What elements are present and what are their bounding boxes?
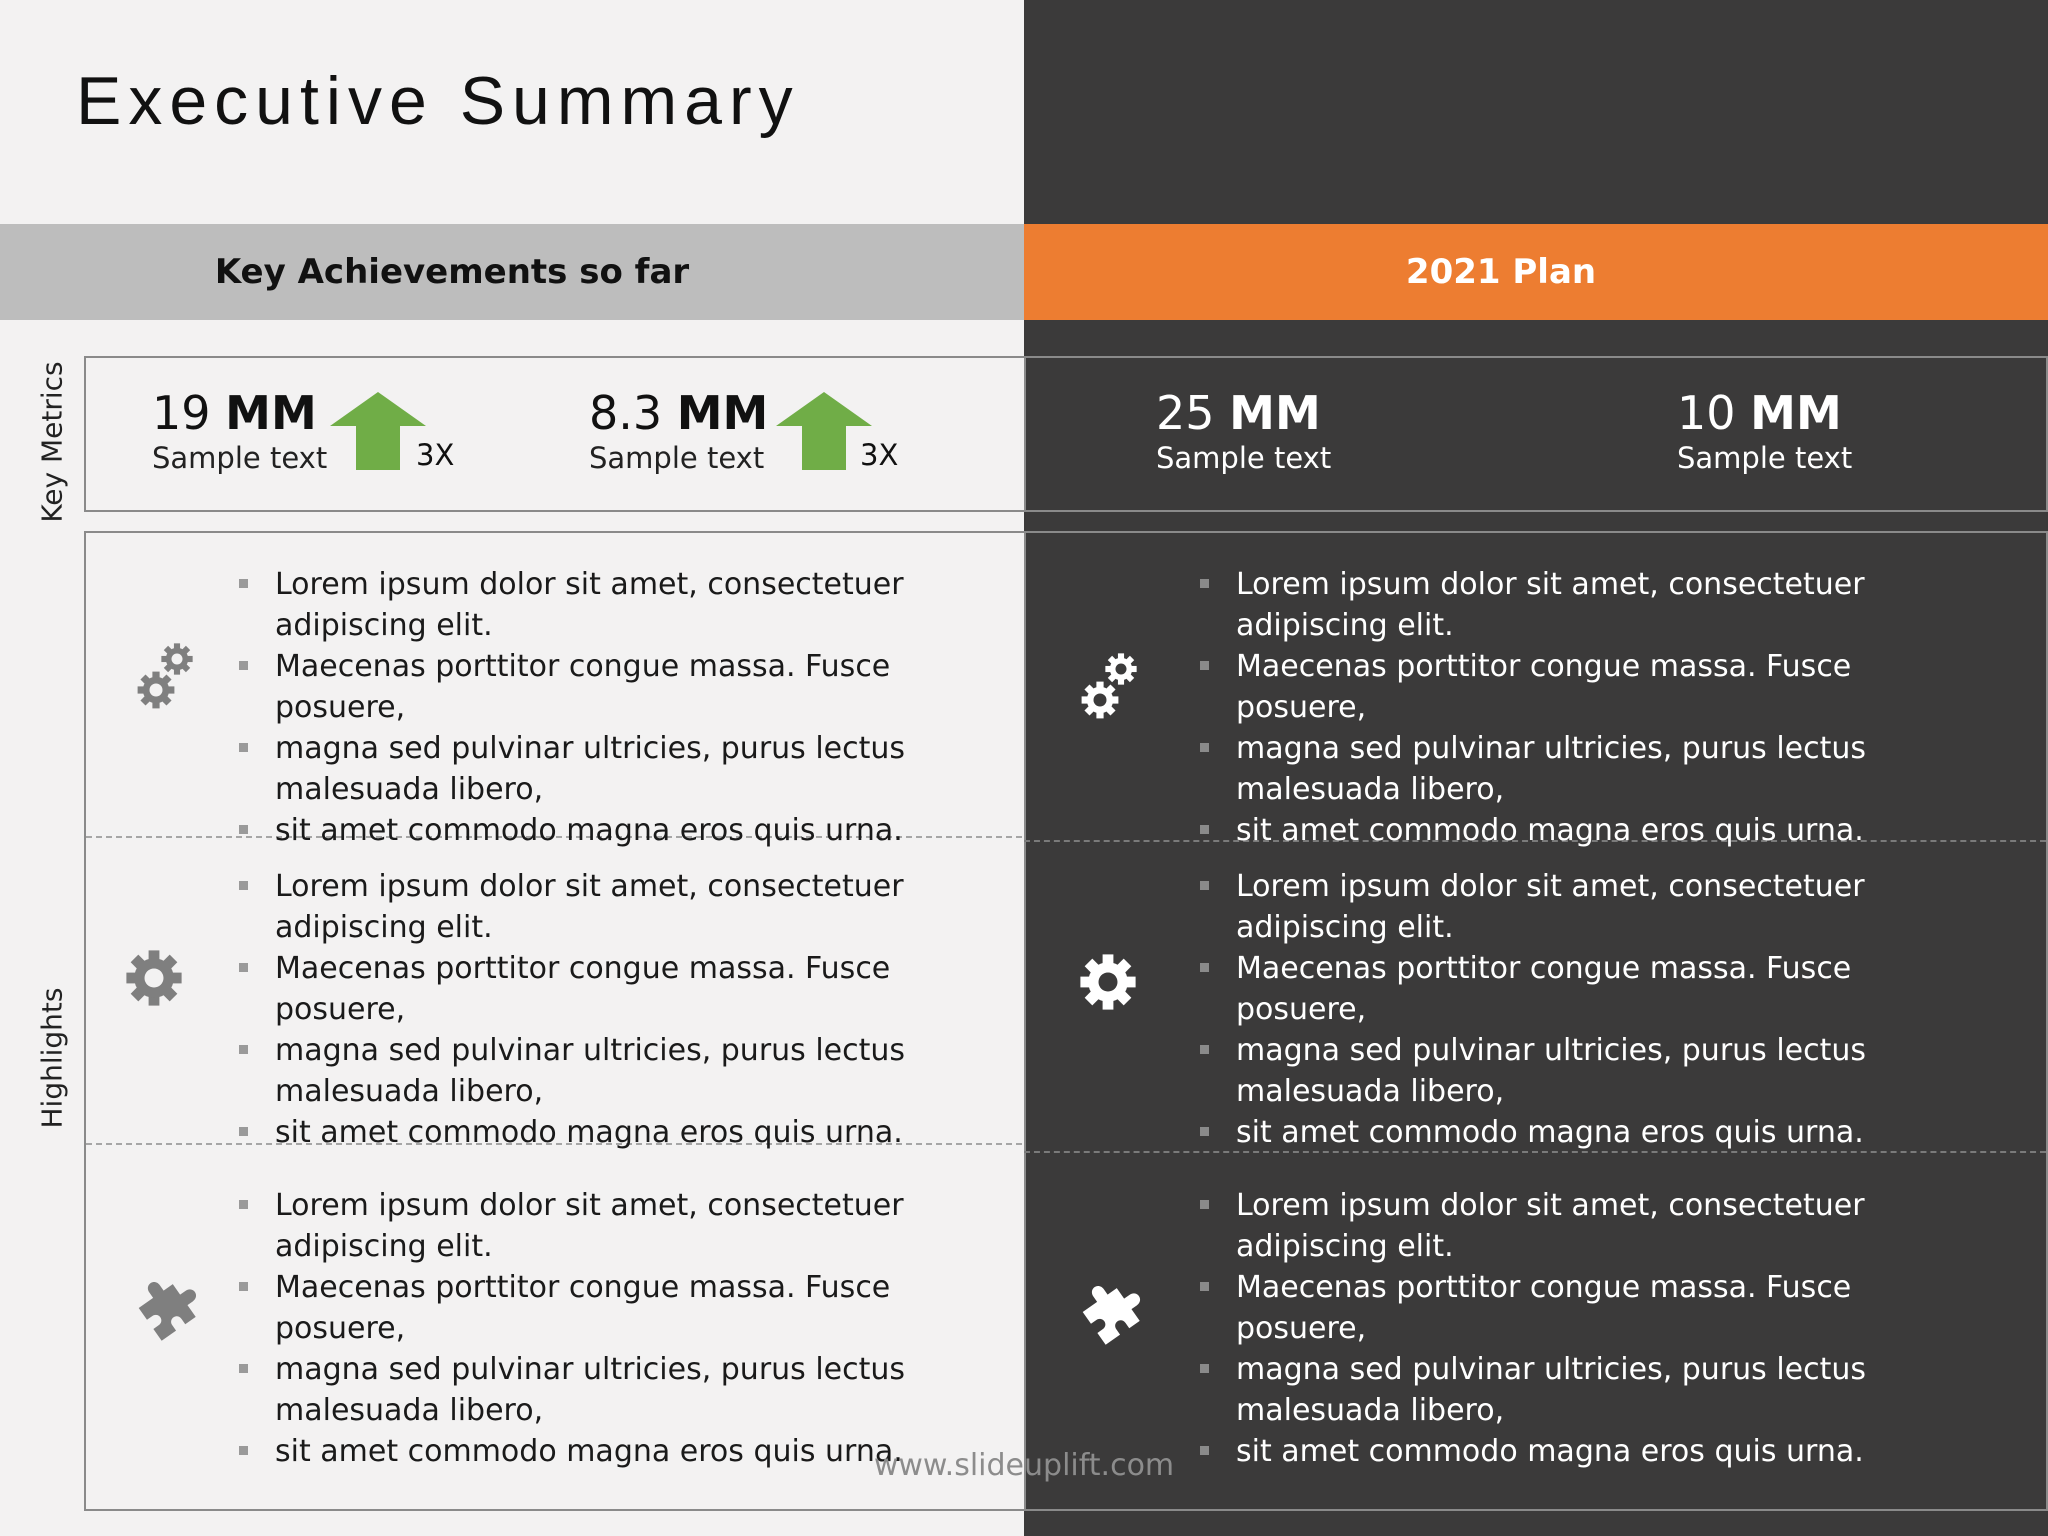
list-item: Lorem ipsum dolor sit amet, consectetuer adipiscing elit. bbox=[239, 1185, 1029, 1267]
up-arrow-icon bbox=[776, 392, 872, 472]
list-item: Maecenas porttitor congue massa. Fusce posuere, bbox=[1200, 1267, 1990, 1349]
metric-value: 10 bbox=[1677, 386, 1736, 440]
list-item: Lorem ipsum dolor sit amet, consectetuer adipiscing elit. bbox=[1200, 866, 1990, 948]
page-title: Executive Summary bbox=[76, 63, 800, 139]
list-item: Maecenas porttitor congue massa. Fusce posuere, bbox=[239, 646, 1029, 728]
metric-value: 8.3 bbox=[589, 386, 663, 440]
gears-icon bbox=[134, 640, 198, 716]
list-item: magna sed pulvinar ultricies, purus lectus malesuada libero, bbox=[1200, 1030, 1990, 1112]
metric-unit: MM bbox=[1750, 386, 1842, 440]
highlight-list bbox=[1200, 1185, 1990, 1472]
plan-header bbox=[1024, 224, 2048, 320]
footer-url: www.slideuplift.com bbox=[873, 1448, 1175, 1483]
highlight-list bbox=[239, 866, 1029, 1153]
key-metrics-row-label: Key Metrics bbox=[35, 361, 69, 523]
list-item: sit amet commodo magna eros quis urna. bbox=[239, 810, 1029, 851]
list-item: Lorem ipsum dolor sit amet, consectetuer adipiscing elit. bbox=[239, 564, 1029, 646]
metric-card bbox=[1677, 388, 1852, 478]
list-item: sit amet commodo magna eros quis urna. bbox=[1200, 810, 1990, 851]
puzzle-piece-icon bbox=[128, 1264, 208, 1344]
list-item: Maecenas porttitor congue massa. Fusce posuere, bbox=[1200, 646, 1990, 728]
up-arrow-icon bbox=[330, 392, 426, 472]
gear-icon bbox=[1078, 952, 1138, 1012]
metric-multiplier: 3X bbox=[416, 438, 455, 472]
list-item: magna sed pulvinar ultricies, purus lectus malesuada libero, bbox=[239, 1030, 1029, 1112]
list-item: sit amet commodo magna eros quis urna. bbox=[239, 1431, 1029, 1472]
metric-value: 25 bbox=[1156, 386, 1215, 440]
metric-multiplier: 3X bbox=[860, 438, 899, 472]
metric-label: Sample text bbox=[589, 441, 765, 475]
list-item: sit amet commodo magna eros quis urna. bbox=[1200, 1431, 1990, 1472]
metric-unit: MM bbox=[225, 386, 317, 440]
metric-card bbox=[589, 388, 768, 478]
gear-icon bbox=[124, 948, 184, 1008]
achievements-header bbox=[0, 224, 1024, 320]
list-item: magna sed pulvinar ultricies, purus lectus malesuada libero, bbox=[239, 1349, 1029, 1431]
list-item: Lorem ipsum dolor sit amet, consectetuer adipiscing elit. bbox=[1200, 1185, 1990, 1267]
plan-header-label: 2021 Plan bbox=[1405, 252, 1597, 292]
highlight-list bbox=[1200, 564, 1990, 851]
list-item: sit amet commodo magna eros quis urna. bbox=[239, 1112, 1029, 1153]
highlight-list bbox=[239, 564, 1029, 851]
highlight-list bbox=[239, 1185, 1029, 1472]
highlight-list bbox=[1200, 866, 1990, 1153]
metric-unit: MM bbox=[1229, 386, 1321, 440]
metric-value: 19 bbox=[152, 386, 211, 440]
list-item: Maecenas porttitor congue massa. Fusce posuere, bbox=[239, 948, 1029, 1030]
puzzle-piece-icon bbox=[1072, 1268, 1152, 1348]
list-item: Lorem ipsum dolor sit amet, consectetuer adipiscing elit. bbox=[1200, 564, 1990, 646]
metric-label: Sample text bbox=[1156, 441, 1332, 475]
list-item: Maecenas porttitor congue massa. Fusce posuere, bbox=[1200, 948, 1990, 1030]
metric-label: Sample text bbox=[152, 441, 328, 475]
metric-label: Sample text bbox=[1677, 441, 1853, 475]
list-item: sit amet commodo magna eros quis urna. bbox=[1200, 1112, 1990, 1153]
list-item: Lorem ipsum dolor sit amet, consectetuer adipiscing elit. bbox=[239, 866, 1029, 948]
metric-card bbox=[1156, 388, 1331, 478]
list-item: Maecenas porttitor congue massa. Fusce posuere, bbox=[239, 1267, 1029, 1349]
achievements-header-label: Key Achievements so far bbox=[214, 252, 690, 292]
highlights-row-label: Highlights bbox=[35, 987, 69, 1129]
list-item: magna sed pulvinar ultricies, purus lectus malesuada libero, bbox=[1200, 1349, 1990, 1431]
metric-unit: MM bbox=[676, 386, 769, 440]
gears-icon bbox=[1078, 650, 1142, 726]
list-item: magna sed pulvinar ultricies, purus lectus malesuada libero, bbox=[239, 728, 1029, 810]
list-item: magna sed pulvinar ultricies, purus lectus malesuada libero, bbox=[1200, 728, 1990, 810]
metric-card bbox=[152, 388, 327, 478]
